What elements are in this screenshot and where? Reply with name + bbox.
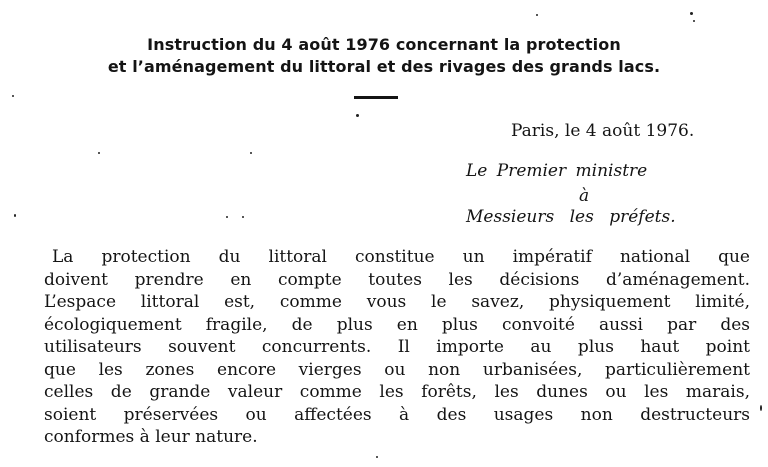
body-line: La protection du littoral constitue un impératif national que xyxy=(52,247,750,267)
scan-speck xyxy=(226,216,228,218)
scan-speck xyxy=(536,14,538,16)
title-divider xyxy=(354,96,398,99)
body-line: utilisateurs souvent concurrents. Il importe au plus haut point xyxy=(44,337,750,357)
preposition-line: à xyxy=(579,186,590,206)
scan-speck xyxy=(693,20,695,22)
scan-speck xyxy=(242,216,244,218)
scan-speck xyxy=(376,456,378,458)
body-line: L’espace littoral est, comme vous le savez, physiquement limité, xyxy=(44,292,750,312)
date-line: Paris, le 4 août 1976. xyxy=(511,121,695,141)
scan-speck xyxy=(690,12,693,15)
body-line: que les zones encore vierges ou non urbanisées, particulièrement xyxy=(44,359,750,380)
body-line: écologiquement fragile, de plus en plus convoité aussi par des xyxy=(44,314,750,335)
scan-speck xyxy=(356,114,359,117)
scan-speck xyxy=(98,152,100,154)
document-title-line-1: Instruction du 4 août 1976 concernant la protection xyxy=(147,35,621,54)
scan-speck xyxy=(250,152,252,154)
recipient-line: Messieurs les préfets. xyxy=(466,207,676,227)
body-line: doivent prendre en compte toutes les décisions d’aménagement. xyxy=(44,269,750,290)
document-title-line-2: et l’aménagement du littoral et des rivages des grands lacs. xyxy=(107,57,661,76)
body-line: soient préservées ou affectées à des usages non destructeurs xyxy=(44,404,750,425)
sender-line: Le Premier ministre xyxy=(466,161,648,181)
body-paragraph xyxy=(44,246,750,449)
scan-speck xyxy=(14,214,16,217)
scan-speck xyxy=(760,405,762,411)
body-line: conformes à leur nature. xyxy=(44,427,258,447)
scan-speck xyxy=(12,95,14,97)
body-line: celles de grande valeur comme les forêts, les dunes ou les marais, xyxy=(44,382,750,402)
